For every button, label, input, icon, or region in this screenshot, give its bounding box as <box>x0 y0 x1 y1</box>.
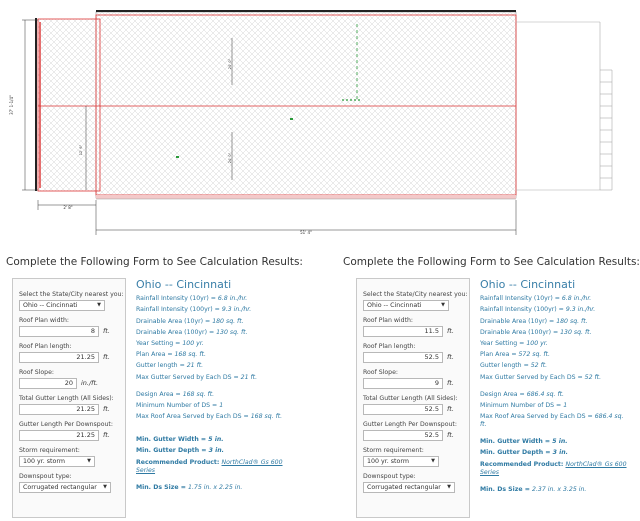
min-depth-line: Min. Gutter Depth = 3 in. <box>136 447 224 455</box>
results-city: Ohio -- Cincinnati <box>136 278 232 291</box>
recommended-product-link[interactable]: NorthClad® Gs 600 <box>221 458 283 466</box>
chevron-down-icon: ▼ <box>441 302 445 308</box>
drain10-line: Drainable Area (10yr) = 180 sq. ft. <box>480 317 588 325</box>
lower-span-label: 24' 0" <box>228 152 232 164</box>
gutter-total-label: Total Gutter Length (All Sides): <box>363 395 458 402</box>
results-city: Ohio -- Cincinnati <box>480 278 576 291</box>
inft-unit: in./ft. <box>81 378 99 387</box>
min-depth-line: Min. Gutter Depth = 3 in. <box>480 449 568 457</box>
recommended-product-line-wrap <box>480 469 627 476</box>
chevron-down-icon: ▼ <box>97 302 101 308</box>
plan-width-label: Roof Plan width: <box>363 317 414 324</box>
rain10-line: Rainfall Intensity (10yr) = 6.8 in./hr. <box>136 295 248 303</box>
form-heading-left: Complete the Following Form to See Calculation Results: <box>6 256 303 268</box>
plan-width-label: Roof Plan width: <box>19 317 70 324</box>
slope-label: Roof Slope: <box>363 369 398 376</box>
chevron-down-icon: ▼ <box>447 484 451 490</box>
min-ds-line: Minimum Number of DS = 1 <box>480 401 568 409</box>
ds-size-line: Min. Ds Size = 2.37 in. x 3.25 in. <box>480 485 587 493</box>
storm-select[interactable]: 100 yr. storm ▼ <box>363 456 439 467</box>
drain100-line: Drainable Area (100yr) = 130 sq. ft. <box>136 328 248 336</box>
slope-input[interactable]: 9 <box>363 378 443 389</box>
state-label: Select the State/City nearest you: <box>19 291 124 298</box>
ft-unit: ft. <box>447 404 454 413</box>
gutter-length-line: Gutter length = 21 ft. <box>136 362 204 370</box>
state-label: Select the State/City nearest you: <box>363 291 468 298</box>
calculator-left <box>12 278 332 518</box>
ds-type-select[interactable]: Corrugated rectangular ▼ <box>19 482 111 493</box>
plan-area-line: Plan Area = 572 sq. ft. <box>480 351 550 359</box>
rain10-line: Rainfall Intensity (10yr) = 6.8 in./hr. <box>480 295 592 303</box>
plan-length-input[interactable]: 52.5 <box>363 352 443 363</box>
max-roof-line-wrap: ft. <box>480 421 487 429</box>
state-select[interactable]: Ohio -- Cincinnati ▼ <box>363 300 449 311</box>
ft-unit: ft. <box>447 352 454 361</box>
gutter-per-ds-label: Gutter Length Per Downspout: <box>363 421 457 428</box>
recommended-product-line-wrap <box>136 467 283 474</box>
plan-length-input[interactable]: 21.25 <box>19 352 99 363</box>
slope-input[interactable]: 20 <box>19 378 77 389</box>
design-area-line: Design Area = 686.4 sq. ft. <box>480 390 565 398</box>
plan-length-label: Roof Plan length: <box>19 343 72 350</box>
ft-unit: ft. <box>447 326 454 335</box>
roof-area-left-wing <box>38 19 98 191</box>
design-area-line: Design Area = 168 sq. ft. <box>136 390 215 398</box>
ft-unit: ft. <box>103 404 110 413</box>
recommended-product-line: Recommended Product: NorthClad® Gs 600 <box>480 460 627 468</box>
calculator-right <box>356 278 636 518</box>
plan-width-input[interactable]: 11.5 <box>363 326 443 337</box>
form-heading-right: Complete the Following Form to See Calculation Results: <box>343 256 640 268</box>
height-dimension-label: 37' 1-1/4" <box>9 95 14 115</box>
gutter-total-label: Total Gutter Length (All Sides): <box>19 395 114 402</box>
year-line: Year Setting = 100 yr. <box>480 339 548 347</box>
chevron-down-icon: ▼ <box>431 458 435 464</box>
max-roof-line: Max Roof Area Served by Each DS = 168 sq. ft. <box>136 413 283 421</box>
gutter-per-ds-input[interactable]: 52.5 <box>363 430 443 441</box>
gutter-per-ds-label: Gutter Length Per Downspout: <box>19 421 113 428</box>
ft-unit: ft. <box>103 326 110 335</box>
slope-label: Roof Slope: <box>19 369 54 376</box>
state-select[interactable]: Ohio -- Cincinnati ▼ <box>19 300 105 311</box>
max-gutter-line: Max Gutter Served by Each DS = 52 ft. <box>480 373 602 381</box>
chevron-down-icon: ▼ <box>103 484 107 490</box>
calculator-form-right <box>356 278 470 518</box>
drain10-line: Drainable Area (10yr) = 180 sq. ft. <box>136 317 244 325</box>
gutter-total-input[interactable]: 52.5 <box>363 404 443 415</box>
min-ds-line: Minimum Number of DS = 1 <box>136 401 224 409</box>
drain100-line: Drainable Area (100yr) = 130 sq. ft. <box>480 328 592 336</box>
calculator-form-left <box>12 278 126 518</box>
roof-area-main <box>96 12 516 198</box>
min-width-line: Min. Gutter Width = 5 in. <box>136 436 224 444</box>
recommended-product-link-wrap[interactable]: Series <box>480 468 500 476</box>
ft-unit: ft. <box>447 430 454 439</box>
rain100-line: Rainfall Intensity (100yr) = 9.3 in./hr. <box>480 306 596 314</box>
gutter-total-input[interactable]: 21.25 <box>19 404 99 415</box>
small-bottom-dimension-label: 2' 8" <box>63 205 73 210</box>
upper-span-label: 24' 0" <box>228 58 232 70</box>
gutter-per-ds-input[interactable]: 21.25 <box>19 430 99 441</box>
ft-unit: ft. <box>447 378 454 387</box>
plan-length-label: Roof Plan length: <box>363 343 416 350</box>
storm-label: Storm requirement: <box>19 447 80 454</box>
min-width-line: Min. Gutter Width = 5 in. <box>480 438 568 446</box>
max-roof-line: Max Roof Area Served by Each DS = 686.4 sq. <box>480 413 624 421</box>
width-dimension-label: 51' 4" <box>300 230 312 235</box>
year-line: Year Setting = 100 yr. <box>136 339 204 347</box>
ft-unit: ft. <box>103 352 110 361</box>
ds-size-line: Min. Ds Size = 1.75 in. x 2.25 in. <box>136 483 243 491</box>
max-gutter-line: Max Gutter Served by Each DS = 21 ft. <box>136 373 258 381</box>
ds-type-label: Downspout type: <box>363 473 416 480</box>
plan-width-input[interactable]: 8 <box>19 326 99 337</box>
rain100-line: Rainfall Intensity (100yr) = 9.3 in./hr. <box>136 306 252 314</box>
recommended-product-link[interactable]: NorthClad® Gs 600 <box>565 460 627 468</box>
storm-label: Storm requirement: <box>363 447 424 454</box>
results-right <box>480 278 627 493</box>
recommended-product-line: Recommended Product: NorthClad® Gs 600 <box>136 458 283 466</box>
ft-unit: ft. <box>103 430 110 439</box>
ds-type-select[interactable]: Corrugated rectangular ▼ <box>363 482 455 493</box>
chevron-down-icon: ▼ <box>87 458 91 464</box>
recommended-product-link-wrap[interactable]: Series <box>136 466 156 474</box>
results-left <box>136 278 283 491</box>
left-short-dimension-label: 12' 6" <box>79 144 83 156</box>
ds-type-label: Downspout type: <box>19 473 72 480</box>
gutter-length-line: Gutter length = 52 ft. <box>480 362 548 370</box>
plan-area-line: Plan Area = 168 sq. ft. <box>136 351 206 359</box>
staircase <box>516 22 612 190</box>
roof-plan-drawing <box>0 0 640 240</box>
storm-select[interactable]: 100 yr. storm ▼ <box>19 456 95 467</box>
